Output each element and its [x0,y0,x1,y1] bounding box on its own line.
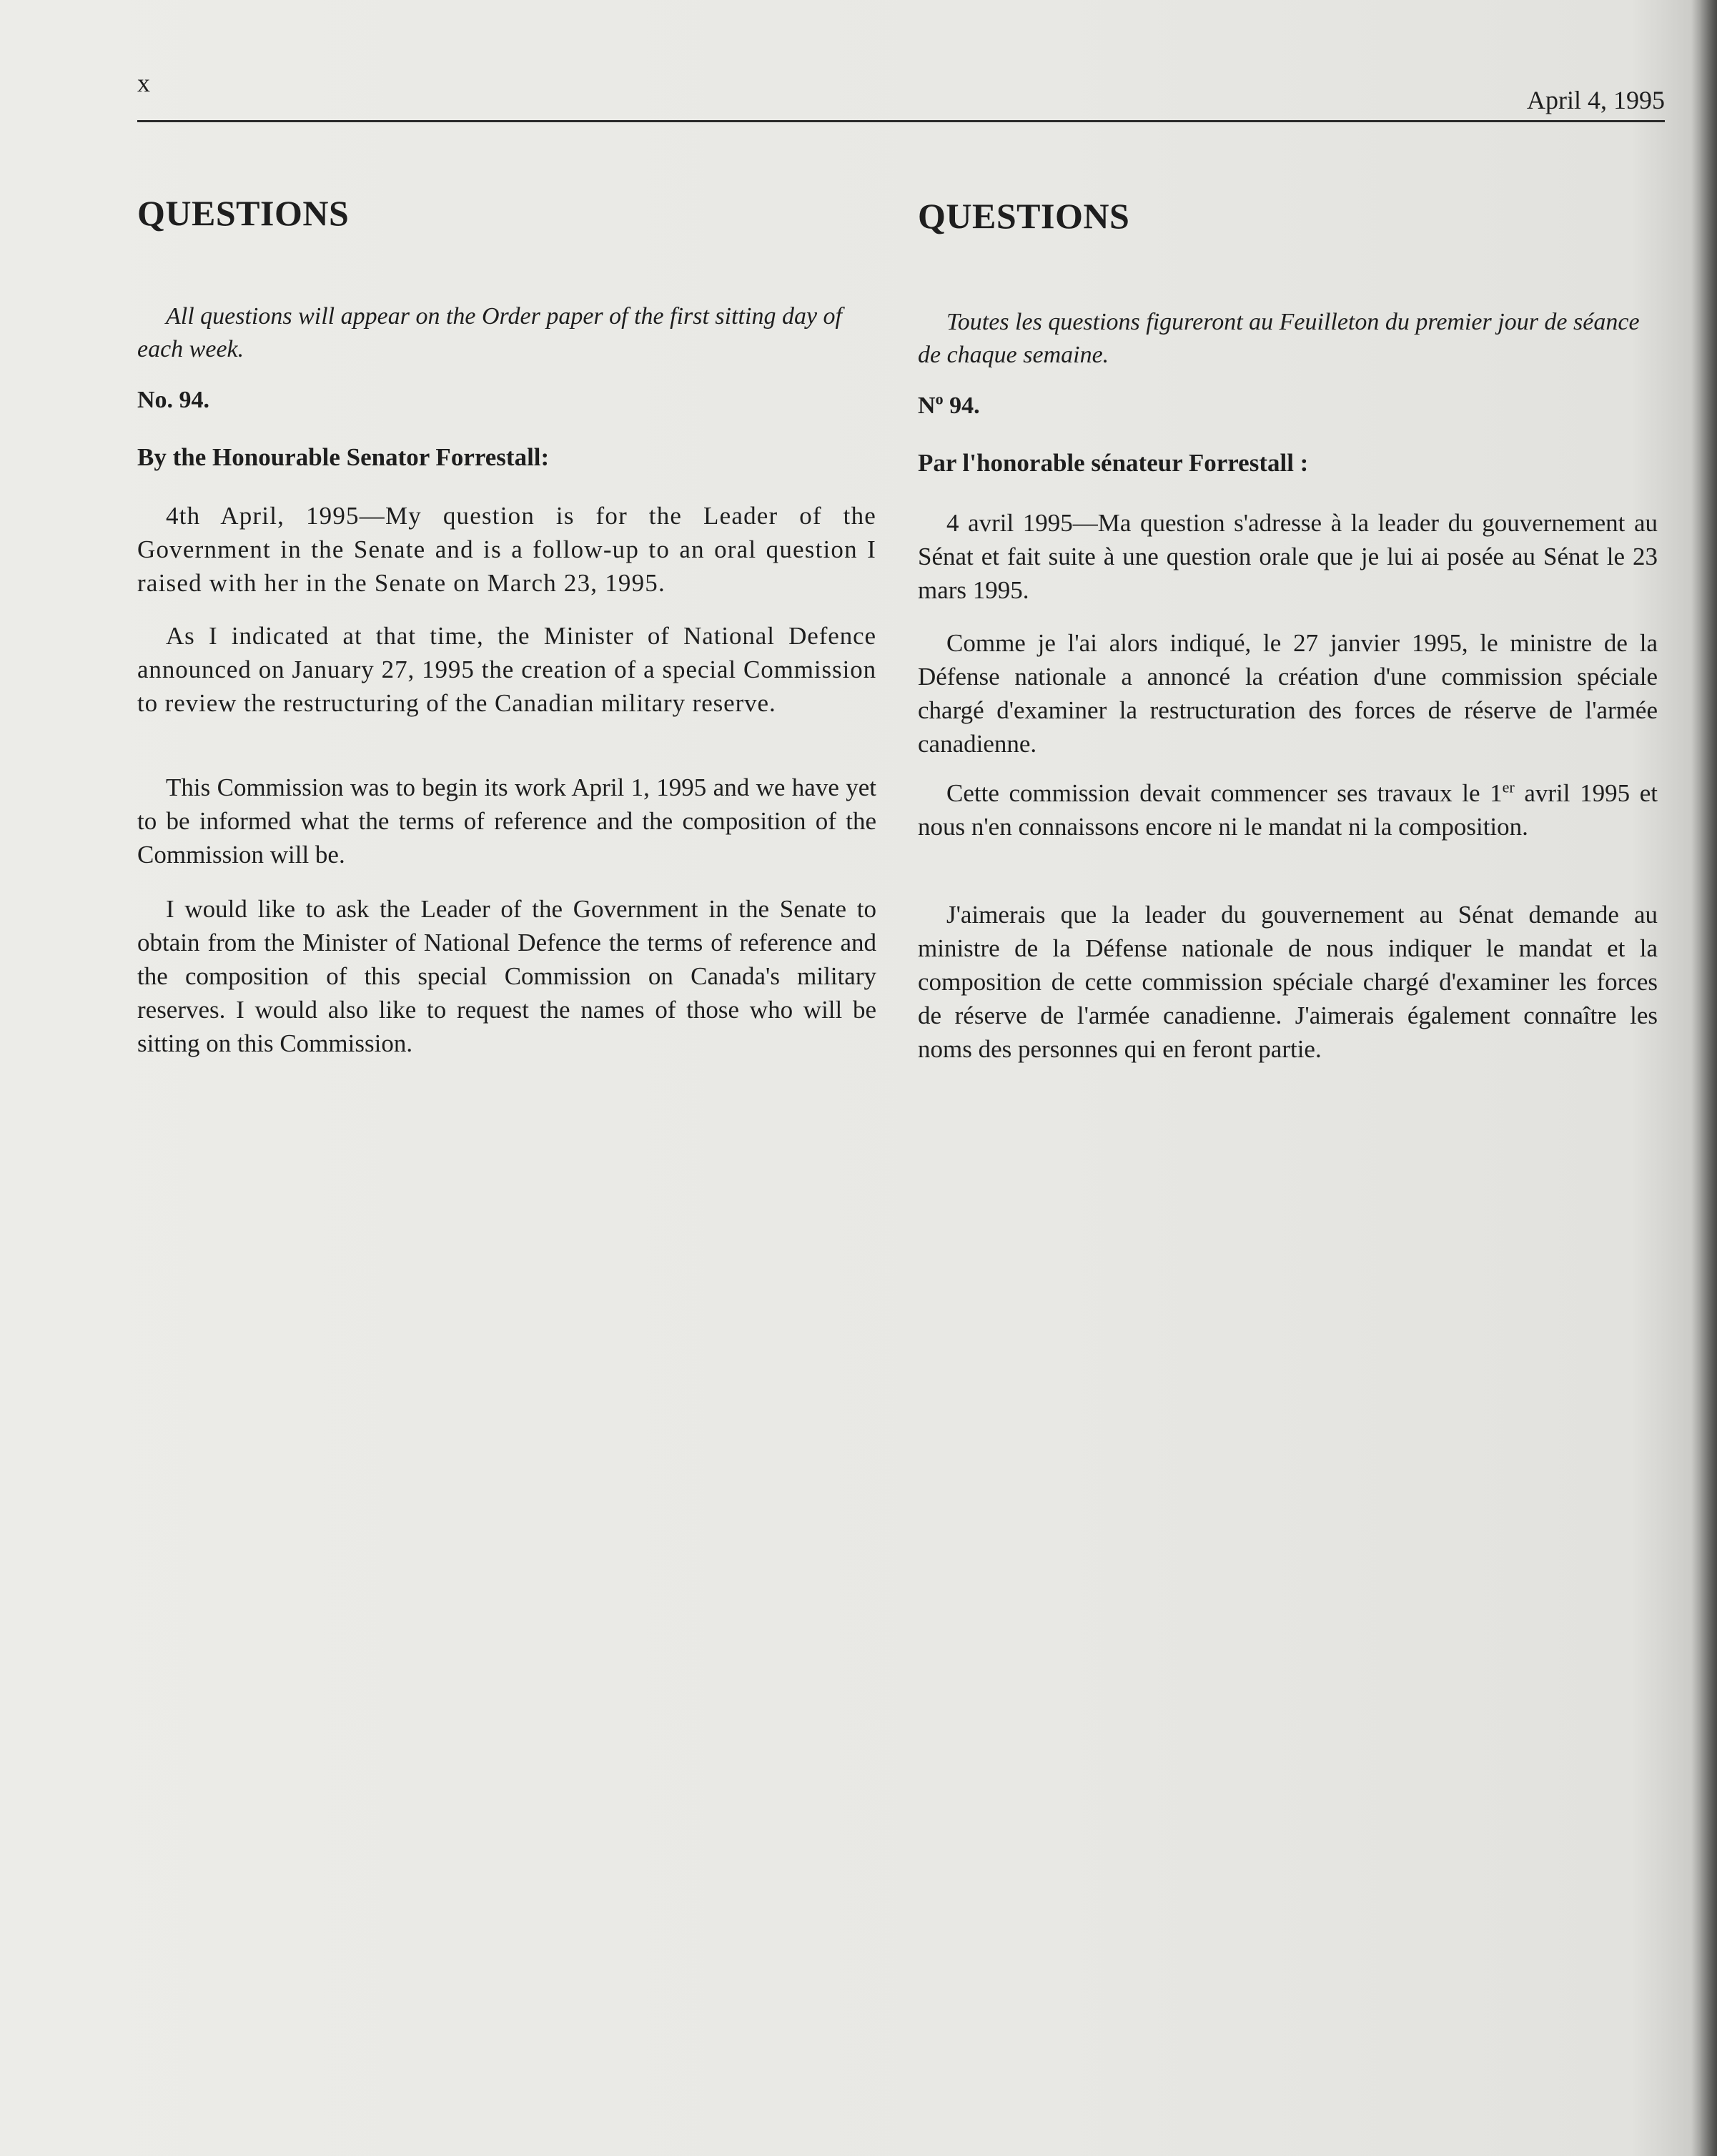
french-question-number-suffix: 94. [943,392,980,419]
french-paragraph-3-sup: er [1502,778,1515,796]
english-by-line: By the Honourable Senator Forrestall: [137,443,550,471]
french-notice: Toutes les questions figureront au Feuilleton du premier jour de séance de chaque semaine. [918,309,1640,368]
french-paragraph-3-part1: Cette commission devait commencer ses travaux le 1 [946,779,1503,807]
french-question-number-prefix: N [918,392,936,419]
french-paragraph-4: J'aimerais que la leader du gouvernement au Sénat demande au ministre de la Défense nationale de nous indiquer le mandat et la composition de cette commission spéciale chargé d'examiner les forces de réserve de l'armée canadienne. J'aimerais également connaître les noms des personnes qui en feront partie. [918,901,1658,1063]
french-section-title: QUESTIONS [918,196,1130,236]
french-paragraph-3-part2: avril 1995 et nous n'en connaissons encore ni le mandat ni la composition. [918,779,1658,841]
french-question-number [918,390,980,422]
french-by-line: Par l'honorable sénateur Forrestall : [918,449,1309,477]
english-question-number: No. 94. [137,387,210,413]
french-paragraph-2: Comme je l'ai alors indiqué, le 27 janvier 1995, le ministre de la Défense nationale a annoncé la création d'une commission spéciale chargé d'examiner la restructuration des forces de réserve de l'armée canadienne. [918,629,1658,758]
english-paragraph-3: This Commission was to begin its work April 1, 1995 and we have yet to be informed what the terms of reference and the composition of the Commission will be. [137,773,876,869]
header-rule [137,120,1665,122]
page-spine-shadow [1691,0,1717,2156]
english-column [137,183,876,1057]
french-column [918,183,1658,1063]
english-paragraph-1: 4th April, 1995—My question is for the Leader of the Government in the Senate and is a follow-up to an oral question I raised with her in the Senate on March 23, 1995. [137,502,876,597]
french-paragraph-1: 4 avril 1995—Ma question s'adresse à la leader du gouvernement au Sénat et fait suite à une question orale que je lui ai posée au Sénat le 23 mars 1995. [918,509,1658,604]
page-number: x [137,69,150,97]
english-paragraph-2: As I indicated at that time, the Minister of National Defence announced on January 27, 1995 the creation of a special Commission to review the restructuring of the Canadian military reserve. [137,622,876,717]
english-paragraph-4: I would like to ask the Leader of the Government in the Senate to obtain from the Minister of National Defence the terms of reference and the composition of this special Commission on Canada's military reserves. I would also like to request the names of those who will be sitting on this Commission. [137,895,876,1057]
english-section-title: QUESTIONS [137,193,350,233]
french-paragraph-3 [918,776,1658,844]
french-question-number-sup: o [935,390,944,408]
page-date: April 4, 1995 [1527,86,1665,114]
english-notice: All questions will appear on the Order paper of the first sitting day of each week. [137,303,842,362]
